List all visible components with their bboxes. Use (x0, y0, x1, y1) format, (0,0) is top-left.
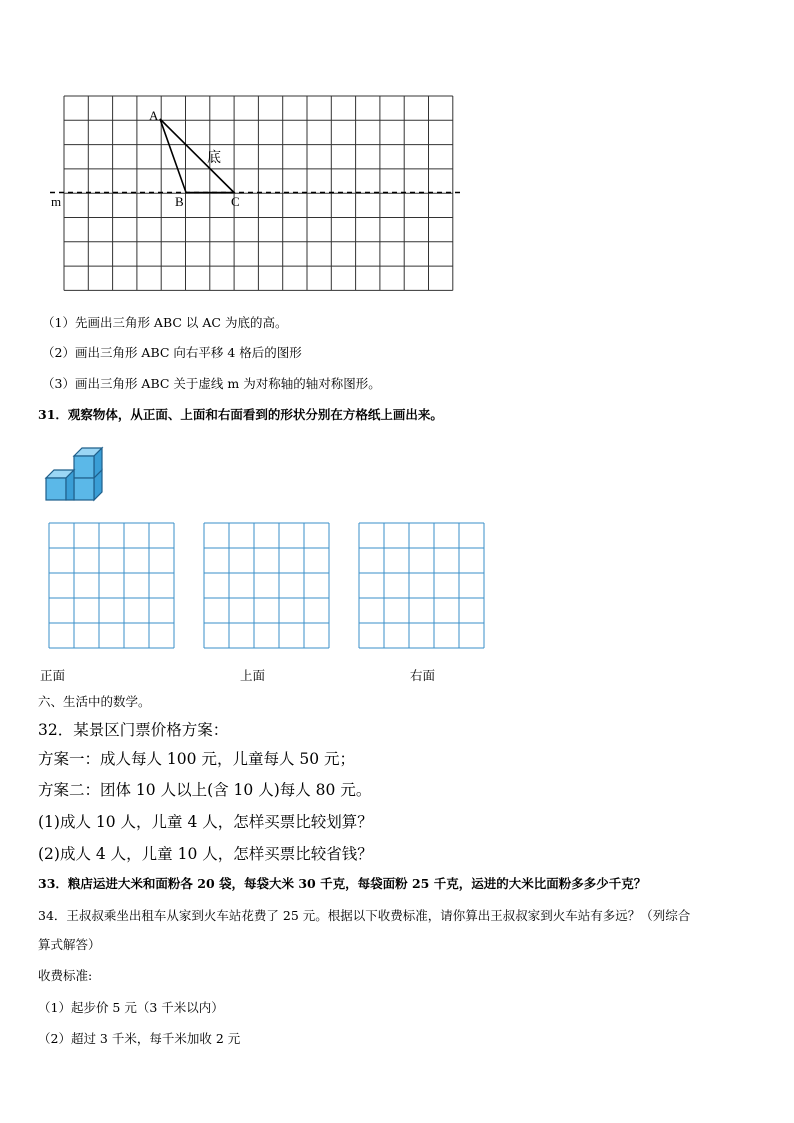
q34-item-1: （1）起步价 5 元（3 千米以内） (38, 1000, 224, 1015)
right-view-grid (358, 522, 486, 650)
top-view-grid (203, 522, 331, 650)
label-base: 底 (207, 150, 221, 166)
q32-title: 32．某景区门票价格方案： (38, 721, 229, 739)
label-top-view: 上面 (240, 668, 266, 683)
q32-question-1: (1)成人 10 人，儿童 4 人，怎样买票比较划算？ (38, 813, 373, 831)
q32-plan-2: 方案二：团体 10 人以上(含 10 人)每人 80 元。 (38, 781, 372, 799)
q31-text: 31．观察物体，从正面、上面和右面看到的形状分别在方格纸上画出来。 (38, 407, 443, 422)
label-right-view: 右面 (410, 668, 436, 683)
q34-line-1: 34．王叔叔乘坐出租车从家到火车站花费了 25 元。根据以下收费标准，请你算出王叔叔家到火车站有多远？（列综合 (38, 908, 691, 923)
q34-standard-title: 收费标准: (38, 968, 93, 983)
q30-item-1: （1）先画出三角形 ABC 以 AC 为底的高。 (42, 315, 288, 330)
label-front-view: 正面 (40, 668, 66, 683)
q33-text: 33．粮店运进大米和面粉各 20 袋，每袋大米 30 千克，每袋面粉 25 千克，运进的大米比面粉多多少千克？ (38, 876, 647, 891)
triangle-abc (160, 119, 234, 193)
q32-plan-1: 方案一：成人每人 100 元，儿童每人 50 元； (38, 750, 356, 768)
q30-item-2: （2）画出三角形 ABC 向右平移 4 格后的图形 (42, 345, 302, 360)
label-b: B (175, 194, 184, 209)
stacked-cubes-figure (44, 442, 108, 504)
label-axis-m: m (51, 194, 62, 209)
q32-question-2: (2)成人 4 人，儿童 10 人，怎样买票比较省钱？ (38, 845, 373, 863)
section-6-title: 六、生活中的数学。 (38, 694, 151, 709)
q30-item-3: （3）画出三角形 ABC 关于虚线 m 为对称轴的轴对称图形。 (42, 376, 381, 391)
q34-line-2: 算式解答） (38, 937, 101, 952)
label-c: C (231, 194, 240, 209)
front-view-grid (48, 522, 176, 650)
label-a: A (149, 108, 159, 123)
q34-item-2: （2）超过 3 千米，每千米加收 2 元 (38, 1031, 241, 1046)
triangle-grid-figure (40, 88, 470, 298)
